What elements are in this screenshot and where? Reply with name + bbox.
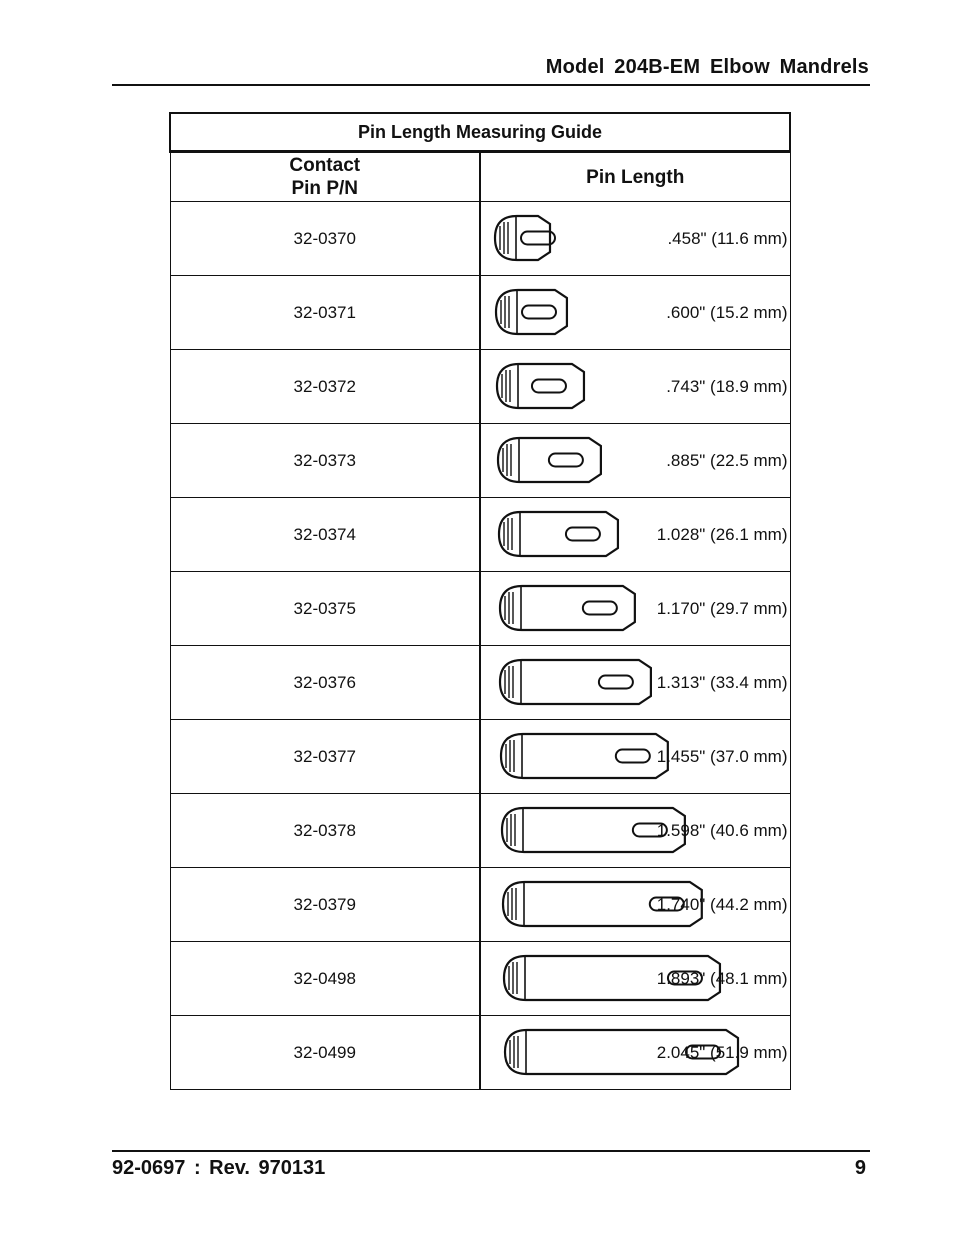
column-header-part-number-line1: Contact	[289, 155, 361, 176]
page-header-title: Model 204B-EM Elbow Mandrels	[545, 56, 869, 78]
column-header-part-number-line2: Pin P/N	[291, 178, 358, 199]
pin-length-value: .885" (22.5 mm)	[666, 451, 788, 470]
pin-body	[501, 734, 668, 778]
table-body	[170, 202, 790, 1090]
table-row	[170, 794, 790, 868]
column-header-pin-length: Pin Length	[480, 152, 790, 202]
table-row	[170, 720, 790, 794]
part-number-cell: 32-0374	[170, 498, 480, 572]
pin-length-value: .743" (18.9 mm)	[666, 377, 788, 396]
table-row	[170, 868, 790, 942]
part-number-cell: 32-0376	[170, 646, 480, 720]
column-header-part-number	[170, 152, 480, 202]
pin-length-cell	[480, 942, 790, 1016]
pin-length-value: 1.170" (29.7 mm)	[656, 599, 788, 618]
pin-length-value: 1.028" (26.1 mm)	[656, 525, 788, 544]
table-row	[170, 424, 790, 498]
part-number-cell: 32-0378	[170, 794, 480, 868]
table-row	[170, 942, 790, 1016]
pin-length-cell	[480, 498, 790, 572]
pin-length-value: 1.893" (48.1 mm)	[656, 969, 788, 988]
pin-body	[495, 216, 550, 260]
pin-length-cell	[480, 868, 790, 942]
pin-length-cell	[480, 794, 790, 868]
part-number-cell: 32-0499	[170, 1016, 480, 1090]
table-row	[170, 1016, 790, 1090]
pin-length-cell	[480, 350, 790, 424]
table-caption: Pin Length Measuring Guide	[170, 113, 790, 152]
part-number-cell: 32-0372	[170, 350, 480, 424]
part-number-cell: 32-0375	[170, 572, 480, 646]
footer-rule	[112, 1150, 870, 1152]
pin-length-value: 1.740" (44.2 mm)	[656, 895, 788, 914]
document-revision: 92-0697 : Rev. 970131	[112, 1157, 326, 1179]
part-number-cell: 32-0498	[170, 942, 480, 1016]
pin-length-value: 1.455" (37.0 mm)	[656, 747, 788, 766]
table-row	[170, 202, 790, 276]
table-row	[170, 646, 790, 720]
pin-length-value: 2.045" (51.9 mm)	[656, 1043, 788, 1062]
header-rule	[112, 84, 870, 86]
pin-length-cell	[480, 646, 790, 720]
pin-body	[500, 660, 651, 704]
part-number-cell: 32-0377	[170, 720, 480, 794]
pin-length-cell	[480, 572, 790, 646]
part-number-cell: 32-0379	[170, 868, 480, 942]
pin-length-cell	[480, 1016, 790, 1090]
table-row	[170, 350, 790, 424]
pin-length-guide-table	[169, 112, 791, 1090]
pin-length-value: 1.598" (40.6 mm)	[656, 821, 788, 840]
pin-length-cell	[480, 424, 790, 498]
pin-length-cell	[480, 720, 790, 794]
pin-length-value: 1.313" (33.4 mm)	[656, 673, 788, 692]
table-row	[170, 498, 790, 572]
pin-length-cell	[480, 276, 790, 350]
part-number-cell: 32-0373	[170, 424, 480, 498]
table-row	[170, 572, 790, 646]
page-number: 9	[854, 1157, 866, 1179]
pin-length-cell	[480, 202, 790, 276]
table-row	[170, 276, 790, 350]
part-number-cell: 32-0371	[170, 276, 480, 350]
pin-length-value: .600" (15.2 mm)	[666, 303, 788, 322]
pin-length-value: .458" (11.6 mm)	[667, 229, 788, 248]
part-number-cell: 32-0370	[170, 202, 480, 276]
